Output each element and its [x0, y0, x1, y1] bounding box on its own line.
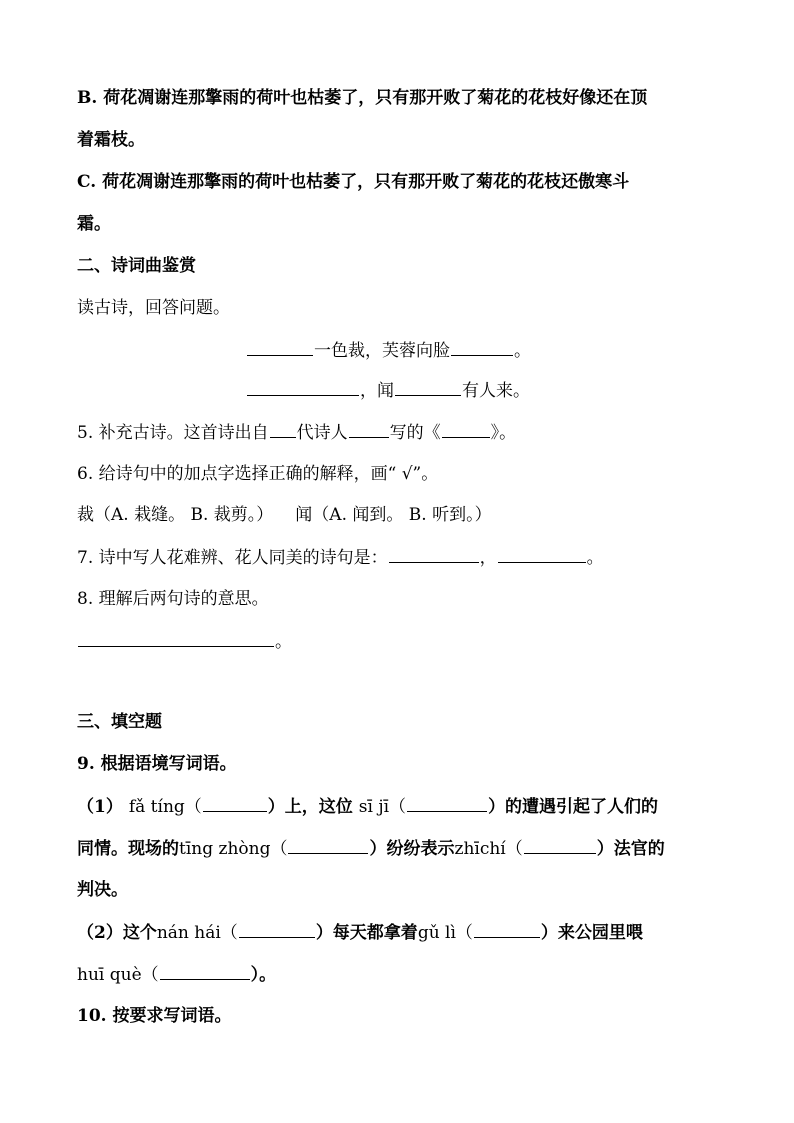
poem-text: 。 — [514, 341, 531, 361]
pinyin: nán hái（ — [156, 923, 238, 943]
q6-option-cai: 裁（A. 栽缝。 B. 裁剪。） — [77, 505, 274, 525]
q9-text: ）上，这位 — [267, 797, 353, 817]
q9-text: ）来公园里喂 — [540, 923, 643, 943]
question-6: 6. 给诗句中的加点字选择正确的解释，画“ √”。 — [77, 464, 439, 484]
poem-text: 一色裁，芙蓉向脸 — [314, 341, 450, 361]
blank[interactable] — [474, 920, 540, 938]
blank[interactable] — [239, 920, 315, 938]
question-8: 8. 理解后两句诗的意思。 — [77, 589, 269, 609]
blank[interactable] — [407, 794, 487, 812]
poem-text: ，闻 — [360, 381, 394, 401]
q6-option-wen: 闻（A. 闻到。 B. 听到。） — [295, 505, 492, 525]
q9-2-number: （2）这个 — [77, 923, 157, 943]
q7-text: 。 — [586, 548, 604, 568]
option-c-line2: 霜。 — [77, 214, 111, 234]
section2-heading: 二、诗词曲鉴赏 — [77, 256, 196, 276]
q9-2-line2 — [77, 962, 276, 987]
blank[interactable] — [395, 378, 461, 396]
blank[interactable] — [451, 338, 513, 356]
blank[interactable] — [442, 420, 490, 438]
q9-1-number: （1） — [77, 797, 123, 817]
q7-text: 7. 诗中写人花难辨、花人同美的诗句是： — [77, 548, 388, 568]
q5-text: 》。 — [490, 423, 517, 443]
q8-end: 。 — [275, 632, 292, 652]
blank[interactable] — [203, 794, 267, 812]
q7-text: ， — [479, 548, 497, 568]
pinyin: huī què（ — [77, 965, 159, 985]
q9-1-line3: 判决。 — [77, 880, 128, 900]
poem-line-2 — [246, 378, 530, 403]
q5-text: 写的《 — [389, 423, 441, 443]
answer-blank[interactable] — [78, 629, 274, 647]
q9-text: ）的遭遇引起了人们的 — [488, 797, 659, 817]
blank[interactable] — [524, 836, 596, 854]
question-5 — [77, 420, 516, 445]
pinyin: sī jī（ — [358, 797, 407, 817]
q9-text: 同情。现场的 — [77, 839, 179, 859]
q9-text: ）纷纷表示 — [369, 839, 455, 859]
option-b-line1: B. 荷花凋谢连那擎雨的荷叶也枯萎了，只有那开败了菊花的花枝好像还在顶 — [77, 88, 648, 108]
q9-1-line2 — [77, 836, 665, 861]
q9-2-line1 — [77, 920, 643, 945]
blank[interactable] — [247, 378, 359, 396]
option-b-line2: 着霜枝。 — [77, 130, 145, 150]
section3-heading: 三、填空题 — [77, 712, 162, 732]
q9-text: ）。 — [250, 965, 277, 985]
pinyin: fǎ tíng（ — [128, 797, 202, 817]
question-6-options — [77, 503, 492, 527]
blank[interactable] — [160, 962, 250, 980]
poem-text: 有人来。 — [462, 381, 530, 401]
blank[interactable] — [270, 420, 296, 438]
pinyin: tīng zhòng（ — [179, 839, 288, 859]
q5-text: 5. 补充古诗。这首诗出自 — [77, 423, 269, 443]
blank[interactable] — [349, 420, 389, 438]
q5-text: 代诗人 — [296, 423, 348, 443]
poem-instruction: 读古诗，回答问题。 — [77, 298, 230, 318]
question-10: 10. 按要求写词语。 — [77, 1006, 232, 1026]
pinyin: gǔ lì（ — [417, 923, 473, 943]
pinyin: zhīchí（ — [454, 839, 523, 859]
question-9: 9. 根据语境写词语。 — [77, 754, 237, 774]
q9-1-line1 — [77, 794, 658, 819]
blank[interactable] — [247, 338, 313, 356]
q9-text: ）每天都拿着 — [315, 923, 418, 943]
q9-text: ）法官的 — [596, 839, 665, 859]
option-c-line1: C. 荷花凋谢连那擎雨的荷叶也枯萎了，只有那开败了菊花的花枝还傲寒斗 — [77, 172, 630, 192]
blank[interactable] — [389, 545, 479, 563]
question-8-answer — [77, 629, 292, 654]
blank[interactable] — [288, 836, 368, 854]
blank[interactable] — [498, 545, 586, 563]
poem-line-1 — [246, 338, 531, 363]
question-7 — [77, 545, 604, 570]
